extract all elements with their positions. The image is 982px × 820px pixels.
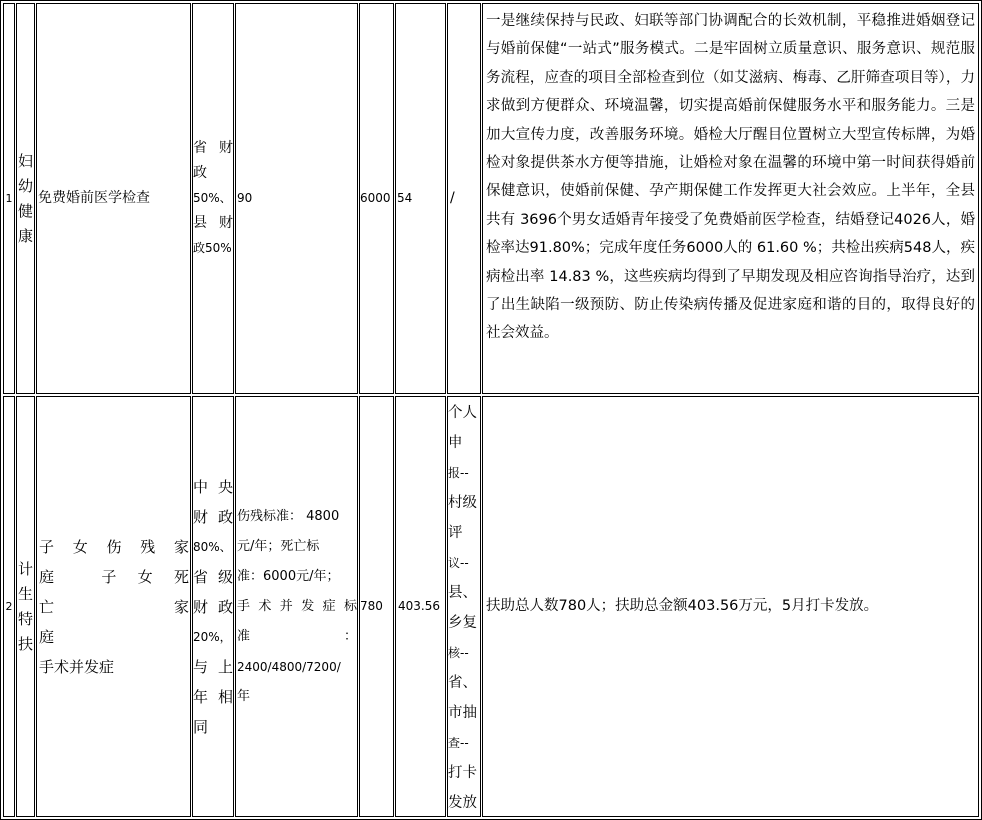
row1-category: 妇幼健康 xyxy=(17,151,33,245)
procedure-line: 打卡 xyxy=(448,765,477,781)
row2-amount-cell xyxy=(395,396,446,817)
procedure-line: 乡复 xyxy=(448,615,477,631)
funding-line: 财政 xyxy=(193,597,233,616)
funding-line: 财政 xyxy=(193,507,233,526)
row2-description: 扶助总人数780人；扶助总金额403.56万元，5月打卡发放。 xyxy=(486,598,879,614)
project-line: 子 女 伤 残 家 xyxy=(39,537,189,556)
row2-standard-cell xyxy=(235,396,358,817)
row2-project-cell xyxy=(36,396,191,817)
row2-procedure xyxy=(448,397,480,817)
row1-funding-cell xyxy=(192,3,234,394)
project-line: 手术并发症 xyxy=(39,657,115,676)
funding-line: 政50% xyxy=(193,241,232,255)
row1-procedure-cell xyxy=(447,3,481,394)
procedure-line: 村级 xyxy=(448,495,477,511)
funding-line: 20%， xyxy=(193,629,232,644)
row2-target: 780 xyxy=(360,599,383,613)
procedure-line: 报-- xyxy=(448,466,469,480)
funding-line: 80%、 xyxy=(193,539,232,554)
row1-project-cell xyxy=(36,3,191,394)
row2-standard xyxy=(236,502,357,712)
procedure-line: 个人 xyxy=(448,405,477,421)
row2-category: 计生特扶 xyxy=(17,559,33,653)
row1-index: 1 xyxy=(5,192,13,205)
standard-line: 手术并发症标 xyxy=(237,598,357,614)
standard-line: 元/年；死亡标 xyxy=(237,538,320,554)
row2-procedure-cell xyxy=(447,396,481,817)
row1-standard: 90 xyxy=(237,191,253,205)
row1-category-cell xyxy=(16,3,35,394)
row2-index-cell xyxy=(3,396,15,817)
procedure-line: 省、 xyxy=(448,675,477,691)
row1-target: 6000 xyxy=(360,191,391,205)
row2-funding-cell xyxy=(192,396,234,817)
row1-description-cell xyxy=(482,3,979,394)
project-line: 庭 子女死 xyxy=(39,567,189,586)
row2-category-cell xyxy=(16,396,35,817)
funding-line: 县财 xyxy=(193,215,233,231)
standard-line: 伤残标准： 4800 xyxy=(237,508,340,524)
row1-amount: 54 xyxy=(397,191,413,205)
procedure-line: 申 xyxy=(448,435,463,451)
row2-project xyxy=(37,532,189,682)
row1-amount-cell xyxy=(395,3,446,394)
row2-target-cell xyxy=(359,396,394,817)
procedure-line: 核-- xyxy=(448,646,469,660)
funding-line: 中央 xyxy=(193,477,233,496)
standard-line: 年 xyxy=(237,688,251,704)
procedure-line: 评 xyxy=(448,525,463,541)
row1-funding xyxy=(193,136,233,261)
funding-line: 50%、 xyxy=(193,191,232,205)
funding-line: 省财 xyxy=(193,140,233,156)
standard-line: 准 ： xyxy=(237,628,357,644)
funding-line: 与上 xyxy=(193,657,233,676)
row1-index-cell xyxy=(3,3,15,394)
funding-line: 年相 xyxy=(193,687,233,706)
funding-line: 同 xyxy=(193,717,209,736)
row2-amount: 403.56 xyxy=(398,599,440,613)
standard-line: 2400/4800/7200/ xyxy=(237,659,341,674)
row2-description-cell xyxy=(482,396,979,817)
project-line: 亡 家 xyxy=(39,597,189,616)
row2-index: 2 xyxy=(5,600,13,613)
row1-standard-cell xyxy=(235,3,358,394)
row1-description: 一是继续保持与民政、妇联等部门协调配合的长效机制，平稳推进婚姻登记与婚前保健“一站式”服务模式。二是牢固树立质量意识、服务意识、规范服务流程，应查的项目全部检查到位（如艾滋病、梅毒、乙肝筛查项目等），力求做到方便群众、环境温馨，切实提高婚前保健服务水平和服务能力。三是加大宣传力度，改善服务环境。婚检大厅醒目位置树立大型宣传标牌，为婚检对象提供茶水方便等措施，让婚检对象在温馨的环境中第一时间获得婚前保健意识，使婚前保健、孕产期保健工作发挥更大社会效应。上半年，全县共有 3696个男女适婚青年接受了免费婚前医学检查，结婚登记4026人，婚检率达91.80%；完成年度任务6000人的 61.60 %；共检出疾病548人，疾病检出率 14.83 %，这些疾病均得到了早期发现及相应咨询指导治疗，达到了出生缺陷一级预防、防止传染病传播及促进家庭和谐的目的，取得良好的社会效益。 xyxy=(486,13,975,342)
row1-target-cell xyxy=(359,3,394,394)
funding-line: 政 xyxy=(193,165,207,181)
standard-line: 准：6000元/年； xyxy=(237,568,340,584)
row1-project: 免费婚前医学检查 xyxy=(38,190,150,206)
row2-funding xyxy=(193,472,233,742)
row1-procedure: / xyxy=(450,190,455,206)
procedure-line: 查-- xyxy=(448,736,469,750)
procedure-line: 议-- xyxy=(448,556,469,570)
project-line: 庭 xyxy=(39,627,55,646)
procedure-line: 发放 xyxy=(448,795,477,811)
procedure-line: 县、 xyxy=(448,585,477,601)
funding-line: 省级 xyxy=(193,567,233,586)
procedure-line: 市抽 xyxy=(448,705,477,721)
